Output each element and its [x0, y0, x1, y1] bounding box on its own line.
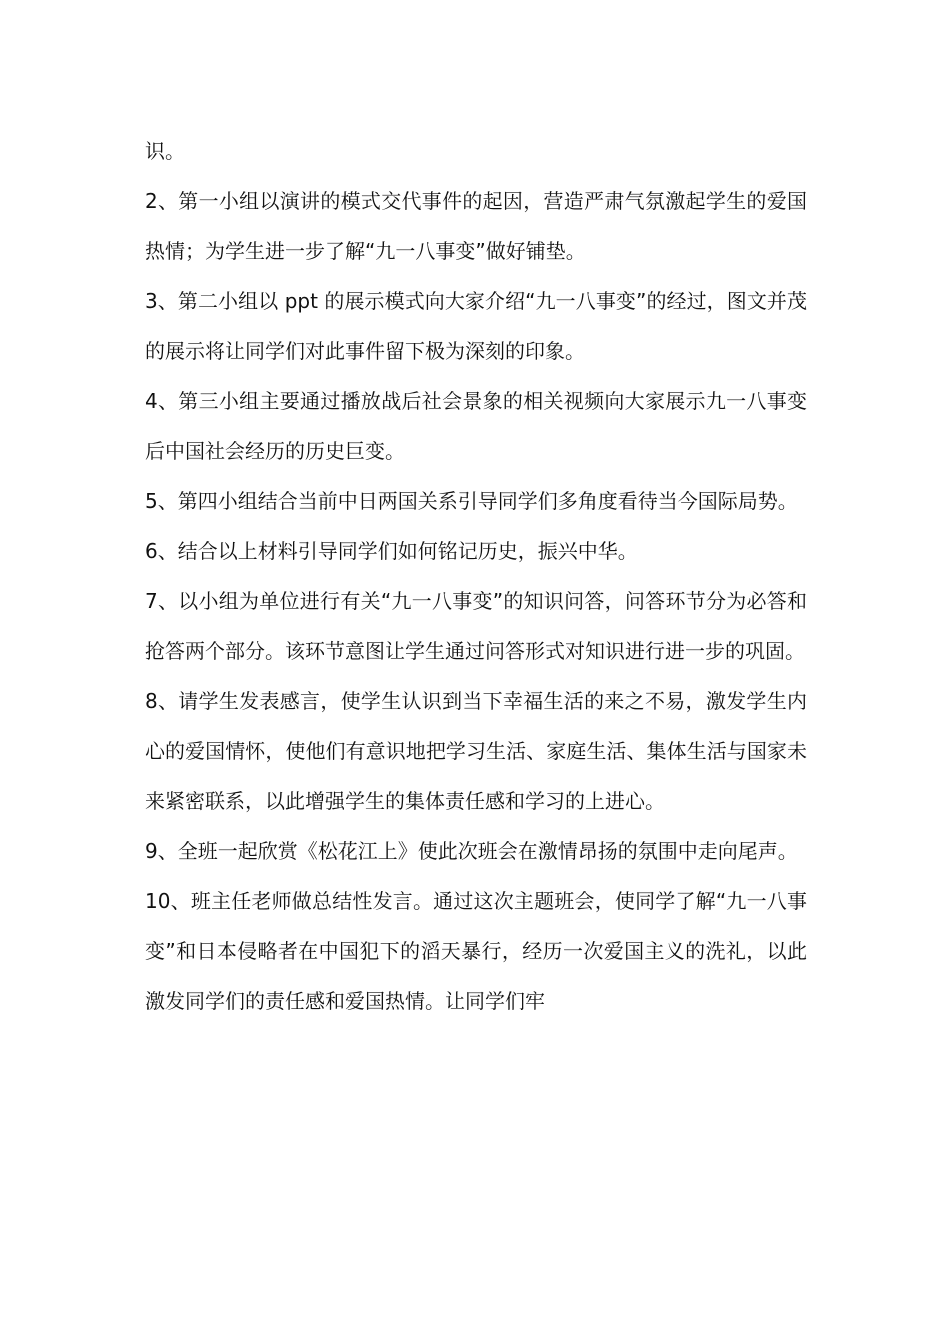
paragraph-item-10: 10、班主任老师做总结性发言。通过这次主题班会，使同学了解“九一八事变”和日本侵略者在中国犯下的滔天暴行，经历一次爱国主义的洗礼，以此激发同学们的责任感和爱国热情。让同学们牢: [145, 889, 807, 1013]
paragraph-item-4: 4、第三小组主要通过播放战后社会景象的相关视频向大家展示九一八事变后中国社会经历的历史巨变。: [145, 389, 807, 463]
paragraph-item-8: 8、请学生发表感言，使学生认识到当下幸福生活的来之不易，激发学生内心的爱国情怀，使他们有意识地把学习生活、家庭生活、集体生活与国家未来紧密联系，以此增强学生的集体责任感和学习的上进心。: [145, 689, 807, 813]
paragraph-item-5: 5、第四小组结合当前中日两国关系引导同学们多角度看待当今国际局势。: [145, 489, 798, 513]
paragraph-item-9: 9、全班一起欣赏《松花江上》使此次班会在激情昂扬的氛围中走向尾声。: [145, 839, 798, 863]
paragraph-item-7: 7、以小组为单位进行有关“九一八事变”的知识问答，问答环节分为必答和抢答两个部分。该环节意图让学生通过问答形式对知识进行进一步的巩固。: [145, 589, 807, 663]
paragraph-item-6: 6、结合以上材料引导同学们如何铭记历史，振兴中华。: [145, 539, 638, 563]
paragraph-continuation: 识。: [145, 139, 185, 163]
document-body: [145, 126, 807, 1026]
paragraph-item-3: 3、第二小组以 ppt 的展示模式向大家介绍“九一八事变”的经过，图文并茂的展示将让同学们对此事件留下极为深刻的印象。: [145, 289, 807, 363]
paragraph-item-2: 2、第一小组以演讲的模式交代事件的起因，营造严肃气氛激起学生的爱国热情；为学生进一步了解“九一八事变”做好铺垫。: [145, 189, 807, 263]
